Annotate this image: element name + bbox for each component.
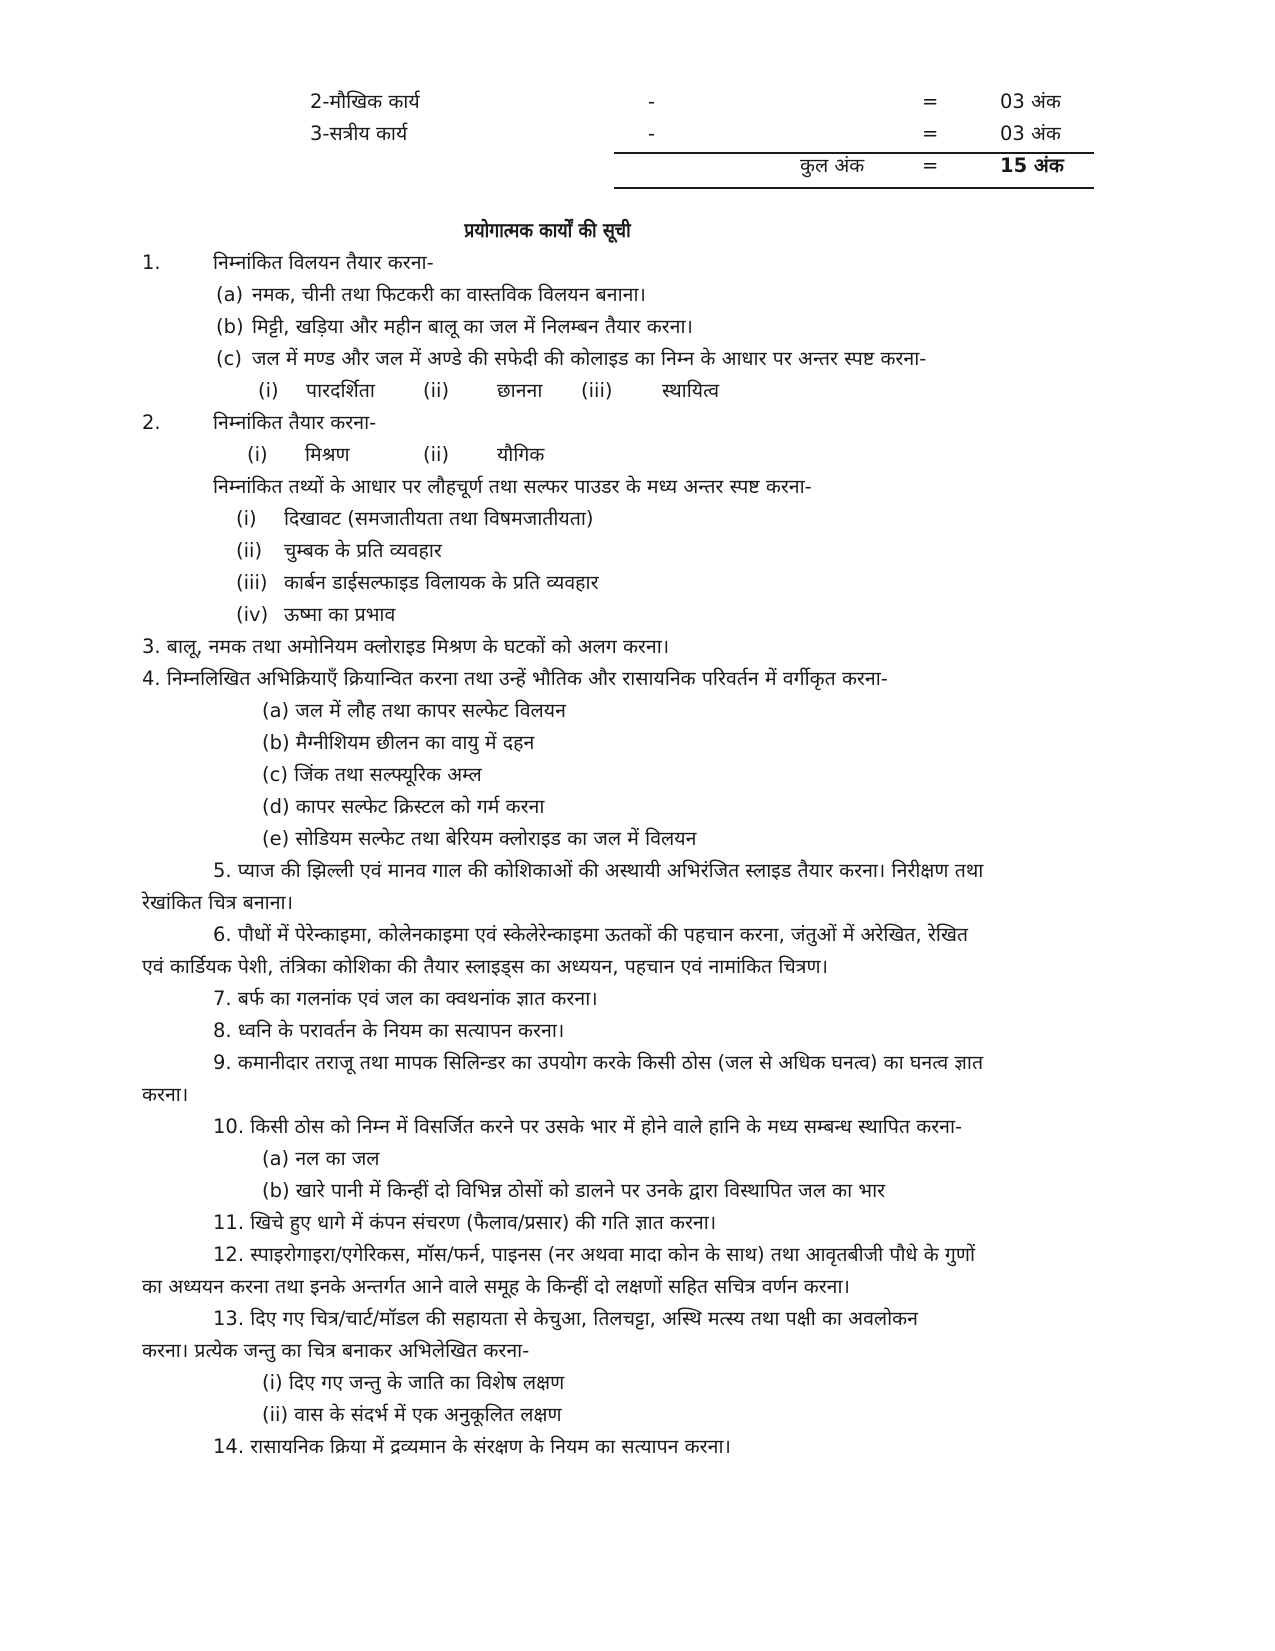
item-4-subitem: (e) सोडियम सल्फेट तथा बेरियम क्लोराइड का जल में विलयन (262, 827, 697, 850)
item-13-line-1: 13. दिए गए चित्र/चार्ट/मॉडल की सहायता से केचुआ, तिलचट्टा, अस्थि मत्स्य तथा पक्षी का अवलोकन (213, 1307, 918, 1330)
item-1c-text: जल में मण्ड और जल में अण्डे की सफेदी की कोलाइड का निम्न के आधार पर अन्तर स्पष्ट करना- (252, 347, 927, 370)
item-2-number: 2. (142, 411, 161, 434)
item-1a-label: (a) (216, 283, 244, 306)
item-1-number: 1. (142, 251, 161, 274)
item-2-option-number: (ii) (423, 443, 450, 466)
item-4-subitem: (a) जल में लौह तथा कापर सल्फेट विलयन (262, 699, 566, 722)
marks-row-eq: = (922, 90, 939, 113)
item-2-option-number: (i) (247, 443, 268, 466)
item-10-subitem-a: (a) नल का जल (262, 1147, 380, 1170)
item-10-subitem-b: (b) खारे पानी में किन्हीं दो विभिन्न ठोसों को डालने पर उनके द्वारा विस्थापित जल का भार (262, 1179, 886, 1202)
item-11-text: 11. खिचे हुए धागे में कंपन संचरण (फैलाव/प्रसार) की गति ज्ञात करना। (213, 1211, 717, 1234)
total-label: कुल अंक (800, 154, 865, 177)
item-1c-option-number: (i) (258, 379, 279, 402)
item-2-point-text: चुम्बक के प्रति व्यवहार (284, 539, 442, 562)
item-4-subitem: (b) मैग्नीशियम छीलन का वायु में दहन (262, 731, 535, 754)
section-title: प्रयोगात्मक कार्यों की सूची (464, 218, 631, 242)
marks-row-value: 03 अंक (1000, 90, 1061, 113)
marks-row-eq: = (922, 122, 939, 145)
item-1c-option-number: (ii) (423, 379, 450, 402)
item-2-option-text: यौगिक (497, 443, 545, 466)
item-2-point-number: (iii) (236, 571, 268, 594)
item-6-line-1: 6. पौधों में पेरेन्काइमा, कोलेनकाइमा एवं स्केलेरेन्काइमा ऊतकों की पहचान करना, जंतुओं में अरेखित, रेखित (213, 923, 969, 946)
item-1c-label: (c) (216, 347, 242, 370)
item-2-point-number: (i) (236, 507, 257, 530)
item-6-line-2: एवं कार्डियक पेशी, तंत्रिका कोशिका की तैयार स्लाइड्स का अध्ययन, पहचान एवं नामांकित चित्रण। (142, 955, 829, 978)
item-10-text: 10. किसी ठोस को निम्न में विसर्जित करने पर उसके भार में होने वाले हानि के मध्य सम्बन्ध स्थापित करना- (213, 1115, 963, 1138)
total-value: 15 अंक (1000, 154, 1064, 177)
item-13-subitem-ii: (ii) वास के संदर्भ में एक अनुकूलित लक्षण (262, 1403, 562, 1426)
item-1c-option-text: पारदर्शिता (306, 379, 375, 402)
item-2-point-number: (iv) (236, 603, 269, 626)
item-2-option-text: मिश्रण (305, 443, 350, 466)
item-3-text: 3. बालू, नमक तथा अमोनियम क्लोराइड मिश्रण के घटकों को अलग करना। (142, 635, 670, 658)
item-4-subitem: (d) कापर सल्फेट क्रिस्टल को गर्म करना (262, 795, 545, 818)
marks-row-dash: - (648, 122, 656, 145)
item-7-text: 7. बर्फ का गलनांक एवं जल का क्वथनांक ज्ञात करना। (213, 987, 598, 1010)
item-5-line-2: रेखांकित चित्र बनाना। (142, 891, 293, 914)
item-5-line-1: 5. प्याज की झिल्ली एवं मानव गाल की कोशिकाओं की अस्थायी अभिरंजित स्लाइड तैयार करना। निरीक्षण तथा (213, 859, 984, 882)
item-4-subitem: (c) जिंक तथा सल्फ्यूरिक अम्ल (262, 763, 482, 786)
item-2-point-number: (ii) (236, 539, 263, 562)
item-1c-option-number: (iii) (581, 379, 613, 402)
item-1c-option-text: छानना (497, 379, 543, 402)
marks-row-value: 03 अंक (1000, 122, 1061, 145)
item-1c-option-text: स्थायित्व (662, 379, 720, 402)
item-2-point-text: ऊष्मा का प्रभाव (284, 603, 396, 626)
item-1a-text: नमक, चीनी तथा फिटकरी का वास्तविक विलयन बनाना। (252, 283, 646, 306)
item-4-text: 4. निम्नलिखित अभिक्रियाएँ क्रियान्वित करना तथा उन्हें भौतिक और रासायनिक परिवर्तन में वर्गीकृत करना- (142, 667, 888, 690)
item-14-text: 14. रासायनिक क्रिया में द्रव्यमान के संरक्षण के नियम का सत्यापन करना। (213, 1435, 731, 1458)
total-bottom-rule (614, 187, 1094, 189)
item-12-line-2: का अध्ययन करना तथा इनके अन्तर्गत आने वाले समूह के किन्हीं दो लक्षणों सहित सचित्र वर्णन करना। (142, 1275, 850, 1298)
marks-row-dash: - (648, 90, 656, 113)
item-2-text: निम्नांकित तैयार करना- (213, 411, 377, 434)
item-2-point-text: दिखावट (समजातीयता तथा विषमजातीयता) (284, 507, 594, 530)
item-8-text: 8. ध्वनि के परावर्तन के नियम का सत्यापन करना। (213, 1019, 565, 1042)
item-13-line-2: करना। प्रत्येक जन्तु का चित्र बनाकर अभिलेखित करना- (142, 1339, 530, 1362)
total-eq: = (922, 154, 939, 177)
item-13-subitem-i: (i) दिए गए जन्तु के जाति का विशेष लक्षण (262, 1371, 565, 1394)
item-1-text: निम्नांकित विलयन तैयार करना- (213, 251, 434, 274)
item-1b-label: (b) (216, 315, 244, 338)
item-1b-text: मिट्टी, खड़िया और महीन बालू का जल में निलम्बन तैयार करना। (252, 315, 693, 338)
marks-row-label: 3-सत्रीय कार्य (310, 122, 408, 145)
item-12-line-1: 12. स्पाइरोगाइरा/एगेरिकस, मॉस/फर्न, पाइनस (नर अथवा मादा कोन के साथ) तथा आवृतबीजी पौधे के गुणों (213, 1243, 976, 1266)
item-2-paragraph: निम्नांकित तथ्यों के आधार पर लौहचूर्ण तथा सल्फर पाउडर के मध्य अन्तर स्पष्ट करना- (213, 475, 812, 498)
item-2-point-text: कार्बन डाईसल्फाइड विलायक के प्रति व्यवहार (284, 571, 599, 594)
item-9-line-2: करना। (142, 1083, 189, 1106)
item-9-line-1: 9. कमानीदार तराजू तथा मापक सिलिन्डर का उपयोग करके किसी ठोस (जल से अधिक घनत्व) का घनत्व ज्ञात (213, 1051, 984, 1074)
marks-row-label: 2-मौखिक कार्य (310, 90, 420, 113)
